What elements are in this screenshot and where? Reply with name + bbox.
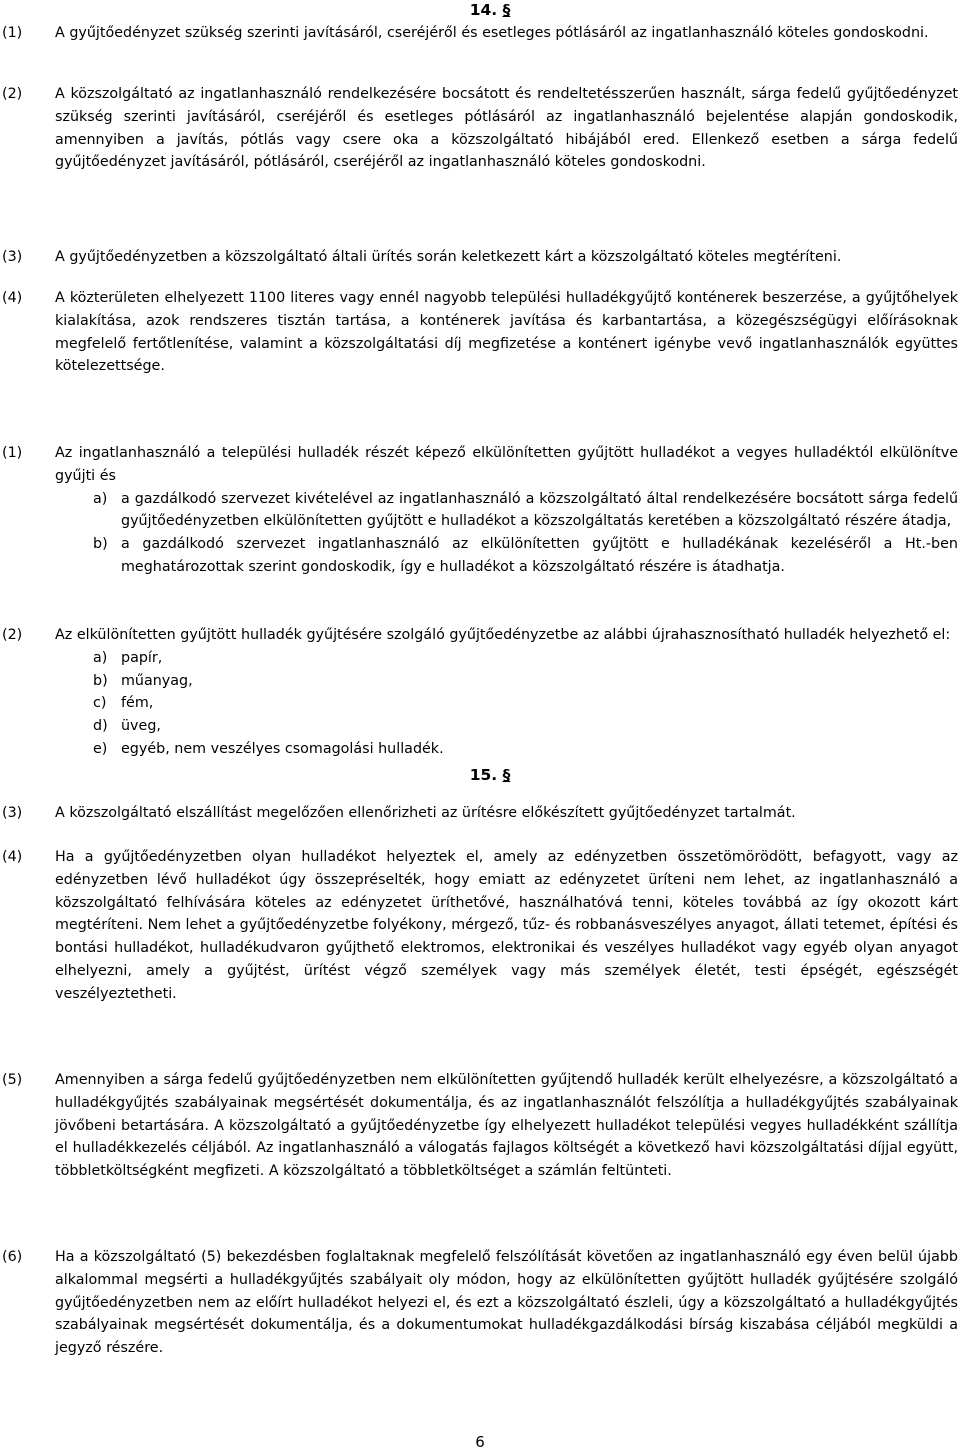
paragraph-number: (6) bbox=[2, 1249, 23, 1265]
list-item-label: c) bbox=[93, 695, 107, 712]
list-item-label: b) bbox=[93, 536, 108, 553]
section-15-sign: § bbox=[502, 766, 511, 784]
paragraph-text: Ha a gyűjtőedényzetben olyan hulladékot helyeztek el, amely az edényzetben összetömörödött, befagyott, vagy az edényzetben lévő hulladékot úgy összepréselték, hogy emiatt az edényzetet üríteni nem lehet, az ingatlanhasználó a közszolgáltató felhívására köteles az edényzetet üríthetővé, használhatóvá tenni, köteles továbbá az így okozott kárt megtéríteni. Nem lehet a gyűjtőedényzetbe folyékony, mérgező, tűz- és robbanásveszélyes anyagot, állati tetemet, építési és bontási hulladékot, hulladékudvaron gyűjthető elektromos, elektronikai és veszélyes hulladékot vagy egyéb olyan anyagot elhelyezni, amely a gyűjtést, ürítést végző személyek vagy más személyek életét, testi épségét, egészségét veszélyeztetheti. bbox=[55, 849, 958, 1002]
section-14-number: 14. bbox=[469, 1, 498, 19]
paragraph-text: A gyűjtőedényzetben a közszolgáltató általi ürítés során keletkezett kárt a közszolgáltató köteles megtéríteni. bbox=[55, 249, 842, 265]
list-item bbox=[93, 647, 958, 670]
paragraph-number: (4) bbox=[2, 849, 23, 865]
page-number: 6 bbox=[475, 1433, 485, 1451]
paragraph-number: (5) bbox=[2, 1072, 23, 1088]
paragraph-number: (1) bbox=[2, 25, 23, 41]
paragraph-number: (3) bbox=[2, 805, 23, 821]
list-item-text: üveg, bbox=[121, 718, 161, 735]
list-item-label: d) bbox=[93, 718, 108, 735]
list-item-text: a gazdálkodó szervezet ingatlanhasználó az elkülönítetten gyűjtött e hulladékának kezeléséről a Ht.-ben meghatározottak szerint gondoskodik, így e hulladékot a közszolgáltató részére is átadhatja. bbox=[121, 536, 958, 575]
s15-paragraph-4 bbox=[0, 846, 958, 1006]
list-item bbox=[93, 670, 958, 693]
list-item-text: egyéb, nem veszélyes csomagolási hulladék. bbox=[121, 740, 444, 757]
s14-paragraph-2 bbox=[0, 83, 958, 174]
s14-paragraph-4 bbox=[0, 287, 958, 378]
section-15-heading bbox=[0, 765, 960, 785]
list-item-text: fém, bbox=[121, 695, 154, 712]
paragraph-text: Ha a közszolgáltató (5) bekezdésben foglaltaknak megfelelő felszólítását követően az ingatlanhasználó egy éven belül újabb alkalommal megsérti a hulladékgyűjtés szabályait oly módon, hogy az elkülönítetten gyűjtött hulladék gyűjtésére szolgáló gyűjtőedényzetben nem az előírt hulladékot helyezi el, és ezt a közszolgáltató észleli, úgy a közszolgáltató a hulladékgyűjtés szabályainak megsértését dokumentálja, és a dokumentumokat hulladékgazdálkodási bírság kiszabása céljából megküldi a jegyző részére. bbox=[55, 1249, 958, 1357]
section-14-sign: § bbox=[502, 1, 511, 19]
s15-paragraph-2 bbox=[0, 624, 958, 761]
s14-paragraph-3 bbox=[0, 246, 958, 269]
paragraph-number: (2) bbox=[2, 86, 23, 102]
list-item-text: műanyag, bbox=[121, 672, 193, 689]
section-15-number: 15. bbox=[469, 766, 498, 784]
s15-paragraph-3 bbox=[0, 802, 958, 825]
paragraph-text: Amennyiben a sárga fedelű gyűjtőedényzetben nem elkülönítetten gyűjtendő hulladék került elhelyezésre, a közszolgáltató a hulladékgyűjtés szabályainak megsértését dokumentálja, és az ingatlanhasználót felszólítja a hulladékgyűjtés szabályainak jövőbeni betartására. A közszolgáltató a gyűjtőedényzetbe így elhelyezett hulladékot települési vegyes hulladékként szállítja el hulladékkezelés céljából. Az ingatlanhasználó a válogatás fajlagos költségét a következő havi közszolgáltatási díjjal együtt, többletköltségként megfizeti. A közszolgáltató a többletköltséget a számlán feltünteti. bbox=[55, 1072, 958, 1180]
section-14-heading bbox=[0, 0, 960, 20]
paragraph-text: Az ingatlanhasználó a települési hulladék részét képező elkülönítetten gyűjtött hulladékot a vegyes hulladéktól elkülönítve gyűjti és bbox=[55, 445, 958, 484]
list-item bbox=[93, 692, 958, 715]
paragraph-text: A közszolgáltató elszállítást megelőzően ellenőrizheti az ürítésre előkészített gyűjtőedényzet tartalmát. bbox=[55, 805, 796, 821]
paragraph-text: A közterületen elhelyezett 1100 literes vagy ennél nagyobb települési hulladékgyűjtő konténerek beszerzése, a gyűjtőhelyek kialakítása, azok rendszeres tisztán tartása, a konténerek javítása és karbantartása, a közegészségügyi előírásoknak megfelelő fertőtlenítése, valamint a közszolgáltatási díj megfizetése a konténert igénybe vevő ingatlanhasználók együttes kötelezettsége. bbox=[55, 290, 958, 375]
list-item-text: papír, bbox=[121, 649, 163, 666]
paragraph-text: A közszolgáltató az ingatlanhasználó rendelkezésére bocsátott és rendeltetésszerűen használt, sárga fedelű gyűjtőedényzet szükség szerinti javításáról, cseréjéről és esetleges pótlásáról az ingatlanhasználó bejelentése alapján gondoskodik, amennyiben a javítás, pótlás vagy csere oka a közszolgáltató hibájából ered. Ellenkező esetben a sárga fedelű gyűjtőedényzet javításáról, pótlásáról, cseréjéről az ingatlanhasználó köteles gondoskodni. bbox=[55, 86, 958, 171]
paragraph-text: Az elkülönítetten gyűjtött hulladék gyűjtésére szolgáló gyűjtőedényzetbe az alábbi újrahasznosítható hulladék helyezhető el: bbox=[55, 627, 951, 643]
paragraph-number: (1) bbox=[2, 445, 23, 461]
list-item-label: a) bbox=[93, 490, 108, 507]
list-item bbox=[93, 488, 958, 534]
list-item-label: e) bbox=[93, 740, 108, 757]
s15-paragraph-1 bbox=[0, 442, 958, 579]
list-item-label: b) bbox=[93, 672, 108, 689]
paragraph-number: (2) bbox=[2, 627, 23, 643]
s15-paragraph-5 bbox=[0, 1069, 958, 1183]
list-item bbox=[93, 533, 958, 579]
list-item-label: a) bbox=[93, 649, 108, 666]
s15-paragraph-6 bbox=[0, 1246, 958, 1360]
list-item bbox=[93, 738, 958, 761]
s14-paragraph-1 bbox=[0, 22, 958, 45]
paragraph-text: A gyűjtőedényzet szükség szerinti javításáról, cseréjéről és esetleges pótlásáról az ingatlanhasználó köteles gondoskodni. bbox=[55, 25, 929, 41]
list-item bbox=[93, 715, 958, 738]
paragraph-number: (4) bbox=[2, 290, 23, 306]
list-item-text: a gazdálkodó szervezet kivételével az ingatlanhasználó a közszolgáltató által rendelkezésére bocsátott sárga fedelű gyűjtőedényzetben elkülönítetten gyűjtött e hulladékot a közszolgáltatás keretében a közszolgáltató részére átadja, bbox=[121, 490, 958, 530]
paragraph-number: (3) bbox=[2, 249, 23, 265]
